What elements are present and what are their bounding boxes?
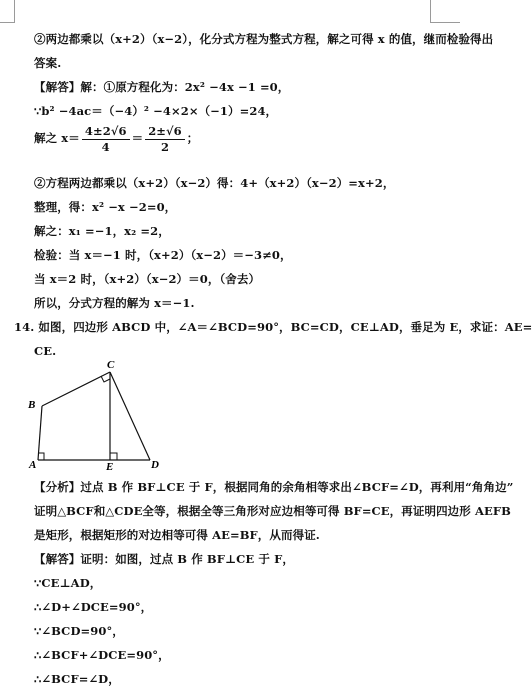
analysis-tag: 【分析】 bbox=[34, 480, 81, 494]
crop-mark-left-h bbox=[0, 22, 15, 23]
question-line: CE. bbox=[34, 344, 57, 358]
fraction-2 bbox=[145, 124, 185, 155]
text-line: 所以，分式方程的解为 x＝−1. bbox=[34, 296, 195, 310]
fraction-2-denominator: 2 bbox=[160, 139, 170, 154]
text-line: ∴∠BCF+∠DCE=90°， bbox=[34, 648, 170, 662]
vertex-label-c: C bbox=[107, 359, 115, 371]
text-line: 检验：当 x＝−1 时，（x+2）（x−2）＝−3≠0， bbox=[34, 248, 292, 262]
text-line: ∴∠BCF=∠D， bbox=[34, 672, 120, 686]
text-line: 是矩形，根据矩形的对边相等可得 AE=BF，从而得证. bbox=[34, 528, 320, 542]
geometry-figure bbox=[28, 359, 168, 473]
text-line: ∴∠D+∠DCE=90°， bbox=[34, 600, 153, 614]
vertex-label-d: D bbox=[151, 459, 159, 471]
text-line: 整理，得：x² −x −2=0， bbox=[34, 200, 177, 214]
right-angle-mark-c bbox=[101, 376, 110, 382]
answer-text: 解：①原方程化为：2x² −4x −1 =0， bbox=[80, 80, 290, 94]
formula-suffix: ； bbox=[186, 131, 199, 145]
text-line: ②方程两边都乘以（x+2）（x−2）得：4+（x+2）（x−2）=x+2， bbox=[34, 176, 395, 190]
text-line: 解之：x₁ =−1，x₂ =2， bbox=[34, 224, 170, 238]
answer-tag: 【解答】 bbox=[34, 80, 81, 94]
vertex-label-e: E bbox=[106, 461, 114, 473]
text-line: ②两边都乘以（x+2）（x−2），化分式方程为整式方程，解之可得 x 的值，继而检验得出 bbox=[34, 32, 494, 46]
crop-mark-right bbox=[430, 0, 431, 22]
text-line: 证明△BCF和△CDE全等，根据全等三角形对应边相等可得 BF=CE，再证明四边形 AEFB bbox=[34, 504, 511, 518]
question-line: 14. 如图，四边形 ABCD 中，∠A＝∠BCD=90°，BC=CD，CE⊥AD，垂足为 E，求证：AE= bbox=[14, 320, 532, 334]
equals-sign: ＝ bbox=[131, 131, 144, 145]
text-line: 答案. bbox=[34, 56, 62, 70]
analysis-text: 过点 B 作 BF⊥CE 于 F，根据同角的余角相等求出∠BCF=∠D，再利用“角角边” bbox=[80, 480, 514, 494]
fraction-1 bbox=[82, 124, 130, 155]
answer-line bbox=[34, 551, 440, 567]
segment-cd bbox=[110, 372, 150, 460]
crop-mark-left bbox=[14, 0, 15, 22]
text-line: ∵CE⊥AD， bbox=[34, 576, 102, 590]
text-line: ∵b² −4ac＝（−4）² −4×2×（−1）=24， bbox=[34, 104, 278, 118]
fraction-1-denominator: 4 bbox=[101, 139, 110, 154]
text-line: ∵∠BCD=90°， bbox=[34, 624, 124, 638]
crop-mark-right-h bbox=[430, 22, 460, 23]
fraction-1-numerator: 4±2√6 bbox=[82, 124, 130, 140]
formula-prefix: 解之 x＝ bbox=[34, 131, 80, 145]
fraction-2-numerator: 2±√6 bbox=[145, 124, 185, 140]
segment-ab bbox=[38, 406, 42, 460]
answer-line bbox=[34, 79, 440, 95]
vertex-label-a: A bbox=[29, 459, 37, 471]
solution-formula bbox=[34, 121, 440, 155]
right-angle-mark-e bbox=[110, 453, 117, 460]
answer-text: 证明：如图，过点 B 作 BF⊥CE 于 F， bbox=[80, 552, 294, 566]
analysis-line bbox=[34, 479, 514, 495]
text-line: 当 x＝2 时，（x+2）（x−2）＝0，（舍去） bbox=[34, 272, 261, 286]
segment-bc bbox=[42, 372, 110, 406]
answer-tag: 【解答】 bbox=[34, 552, 81, 566]
vertex-label-b: B bbox=[28, 399, 36, 411]
